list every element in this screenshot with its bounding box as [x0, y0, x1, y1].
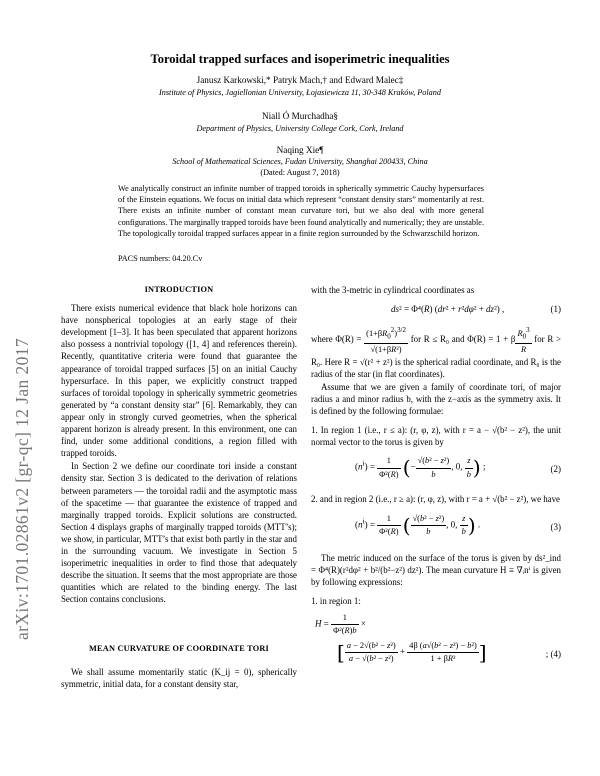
- equation-1: [311, 298, 561, 320]
- tori-paragraph: Assume that we are given a family of coordinate tori, of major radius a and minor radius b, with the z−axis as the symmetry axis. It is defined by the following formulae:: [311, 381, 561, 417]
- induced-metric-paragraph: The metric induced on the surface of the torus is given by ds²_ind = Φ⁴(R)(r²dφ² + b²/(b²−z²) dz²). The mean curvature H ≡ ∇ᵢnⁱ is given by following expressions:: [311, 552, 561, 587]
- phi-fraction: $\frac{(1+\beta R_0^2)^{3/2}}{\text{√(1+βR²)}}$: [366, 326, 406, 354]
- equation-3: [311, 509, 561, 543]
- equation-4: [311, 610, 561, 676]
- equation-2-number: (2): [550, 464, 561, 475]
- authors-line-2: Niall Ó Murchadha§: [261, 111, 339, 121]
- equation-4-line-2: [ $\frac{\text{a − 2√(b² − z²)}}{\text{a − √(b² − z²)}}$ + $\frac{\text{4β (a√(b² − z²) − b²)}}{\text{1 + βR²}}$ ]: [337, 640, 487, 665]
- date-line: (Dated: August 7, 2018): [260, 168, 340, 177]
- equation-2-body: $(n^i)$ = $\frac{1}{\text{Φ²(R)}}$ (− $\frac{\text{√(b² − z²)}}{b}$ , 0, $\frac{z}{b}$ ) ;: [355, 455, 486, 480]
- list-item-region-2: 2. and in region 2 (i.e., r ≥ a): (r, φ, z), with r = a + √(b² − z²), we have: [311, 494, 560, 505]
- left-column: [61, 284, 297, 690]
- intro-paragraph-1: There exists numerical evidence that black hole horizons can have nonspherical topologies at an early stage of their development [1–3]. It has been speculated that apparent horizons also possess a nontrivial topology ([1, 4] and references therein). Recently, quantitative criteria were found that guarantee the appearance of toroidal trapped surfaces [5] on an initial Cauchy hypersurface. In this paper, we explicitly construct trapped surfaces of toroidal topology in spherically symmetric geometries generated by “a constant density star” [6]. Remarkably, they can appear only in strongly curved geometries, when the spherical apparent horizon is already present. In this environment, one can find, under some additional conditions, a region filled with trapped toroids.: [61, 303, 297, 459]
- right-column: [311, 284, 561, 676]
- equation-1-number: (1): [550, 304, 561, 315]
- authors-line-1: Janusz Karkowski,* Patryk Mach,† and Edward Malec‡: [196, 75, 404, 85]
- affiliation-2: Department of Physics, University College Cork, Cork, Ireland: [196, 124, 404, 133]
- abstract: We analytically construct an infinite number of trapped toroids in spherically symmetric Cauchy hypersurfaces of the Einstein equations. We focus on initial data which represent “constant density stars” momentarily at rest. There exists an infinite number of constant mean curvature tori, but we also deal with more general configurations. The marginally trapped toroids have been found analytically and numerically; they are unstable. The topologically toroidal trapped surfaces appear in a finite region surrounded by the Schwarzschild horizon.: [118, 184, 484, 238]
- intro-paragraph-2: In Section 2 we define our coordinate tori inside a constant density star. Section 3 is dedicated to the derivation of relations between parameters — the toroidal radii and the asymptotic mass of the spacetime — that guarantee the existence of trapped and marginally trapped toroids. Explicit solutions are constructed. Section 4 displays graphs of marginally trapped toroids (MTT’s); we show, in particular, MTT’s that exist both partly in the star and in the surrounding vacuum. We investigate in Section 5 isoperimetric inequalities in order to find those that adequately describe the situation. It seems that the most appropriate are those quantities which are related to the binding energy. The last Section contains conclusions.: [61, 461, 297, 605]
- phi-definition: where Φ(R) = $\frac{(1+\beta R_0^2)^{3/2}}{\text{√(1+βR²)}}$ for R ≤ R₀ and Φ(R) = 1 + β $\frac{R_0^3}{R}$ for R > R₀. Here R = √(r² + z²) is the spherical radial coordinate, and R₀ is the radius of the star (in flat coordinates).: [311, 326, 561, 379]
- arxiv-identifier: arXiv:1701.02861v2 [gr-qc] 12 Jan 2017: [12, 337, 32, 640]
- equation-3-body: $(n^i)$ = $\frac{1}{\text{Φ²(R)}}$ ( $\frac{\text{√(b² − z²)}}{b}$ , 0, $\frac{z}{b}$ ) .: [355, 513, 481, 538]
- equation-2: [311, 451, 561, 485]
- affiliation-3: School of Mathematical Sciences, Fudan University, Shanghai 200433, China: [172, 157, 428, 166]
- pacs-numbers: PACS numbers: 04.20.Cv: [118, 254, 203, 263]
- equation-4-number: ; (4): [545, 648, 561, 659]
- metric-intro-line: with the 3-metric in cylindrical coordinates as: [311, 285, 475, 295]
- paper-title: Toroidal trapped surfaces and isoperimetric inequalities: [150, 52, 450, 66]
- phi-definition-part-c: for R > R₀. Here R = √(r² + z²) is the spherical radial coordinate, and R₀ is the radius of the star (in flat coordinates).: [311, 333, 561, 379]
- equation-1-body: ds² = Φ⁴(R) (dr² + r²dφ² + dz²) ,: [391, 304, 505, 315]
- authors-line-3: Naqing Xie¶: [276, 145, 324, 155]
- section-heading-introduction: INTRODUCTION: [144, 285, 214, 294]
- affiliation-1: Institute of Physics, Jagiellonian University, Łojasiewicza 11, 30-348 Kraków, Poland: [159, 88, 441, 97]
- section-heading-mean-curvature: MEAN CURVATURE OF COORDINATE TORI: [89, 644, 269, 654]
- list-item-region-1: 1. In region 1 (i.e., r ≤ a): (r, φ, z), with r = a − √(b² − z²), the unit normal vector to the torus is given by: [311, 425, 561, 448]
- equation-4-line-1: H = $\frac{1}{\text{Φ²(R)b}}$ ×: [315, 612, 366, 635]
- phi-definition-part-a: where Φ(R) =: [311, 333, 362, 344]
- mean-curvature-paragraph: We shall assume momentarily static (K_ij = 0), spherically symmetric, initial data, for a constant density star,: [61, 666, 297, 689]
- phi-fraction-outer: $\frac{R_0^3}{R}$: [517, 326, 530, 354]
- equation-3-number: (3): [550, 521, 561, 532]
- phi-definition-part-b: for R ≤ R₀ and Φ(R) = 1 +: [410, 333, 509, 344]
- list-item-mean-curvature-region-1: 1. in region 1:: [311, 595, 361, 606]
